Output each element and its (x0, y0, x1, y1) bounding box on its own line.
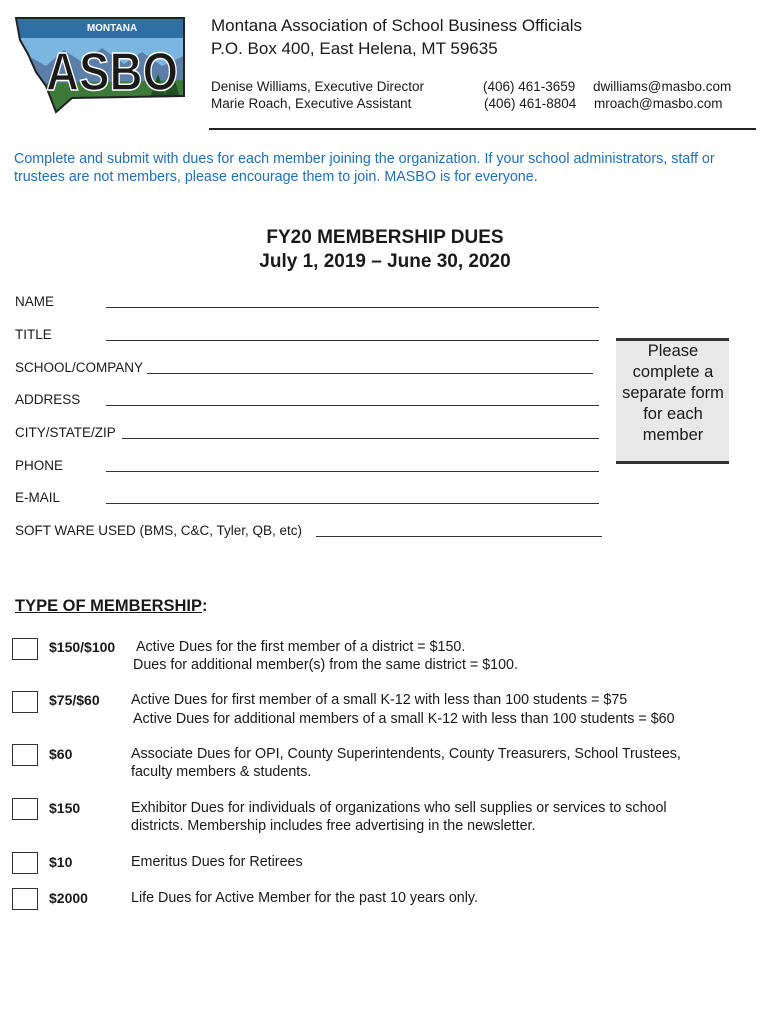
membership-desc: Active Dues for the first member of a district = $150. (136, 639, 466, 655)
phone-field[interactable] (106, 471, 599, 472)
email-field[interactable] (106, 503, 599, 504)
masbo-logo (12, 14, 188, 114)
title-field[interactable] (106, 340, 599, 341)
membership-checkbox[interactable] (12, 798, 38, 820)
logo-top-text: MONTANA (86, 23, 138, 34)
field-label-school: SCHOOL/COMPANY (15, 360, 144, 375)
membership-desc: Life Dues for Active Member for the past 10 years only. (131, 890, 478, 906)
membership-amount: $150/$100 (49, 639, 116, 655)
field-label-phone: PHONE (15, 458, 64, 473)
membership-checkbox[interactable] (12, 691, 38, 713)
membership-amount: $75/$60 (49, 692, 100, 708)
field-label-email: E-MAIL (15, 490, 61, 505)
membership-checkbox[interactable] (12, 744, 38, 766)
staff-phone: (406) 461-8804 (484, 96, 577, 111)
field-label-city: CITY/STATE/ZIP (15, 425, 116, 440)
membership-desc: Associate Dues for OPI, County Superintendents, County Treasurers, School Trustees, (131, 746, 681, 762)
intro-text: Complete and submit with dues for each member joining the organization. If your school administrators, staff or trustees are not members, please encourage them to join. MASBO is for everyone. (14, 151, 715, 185)
staff-phone: (406) 461-3659 (483, 79, 576, 94)
name-field[interactable] (106, 307, 599, 308)
membership-amount: $10 (49, 854, 73, 870)
membership-heading (15, 596, 208, 616)
note-text: Please complete a separate form for each member (622, 342, 724, 444)
form-title: FY20 MEMBERSHIP DUES (266, 227, 504, 248)
membership-desc: Exhibitor Dues for individuals of organizations who sell supplies or services to school (131, 800, 667, 816)
membership-amount: $60 (49, 746, 73, 762)
header-divider (209, 128, 756, 130)
membership-desc: faculty members & students. (131, 764, 312, 780)
membership-checkbox[interactable] (12, 638, 38, 660)
staff-name: Denise Williams, Executive Director (211, 79, 425, 94)
membership-desc: districts. Membership includes free advertising in the newsletter. (131, 818, 536, 834)
field-label-address: ADDRESS (15, 392, 81, 407)
membership-amount: $150 (49, 800, 81, 816)
membership-amount: $2000 (49, 890, 88, 906)
org-name: Montana Association of School Business Officials (211, 16, 583, 35)
membership-desc: Active Dues for additional members of a small K-12 with less than 100 students = $60 (133, 711, 675, 727)
membership-heading-colon: : (202, 597, 208, 615)
membership-checkbox[interactable] (12, 852, 38, 874)
membership-desc: Active Dues for first member of a small K-12 with less than 100 students = $75 (131, 692, 628, 708)
membership-heading-text: TYPE OF MEMBERSHIP (15, 597, 203, 615)
org-address: P.O. Box 400, East Helena, MT 59635 (211, 39, 498, 58)
staff-email: mroach@masbo.com (594, 96, 723, 111)
logo-main-text: ASBO (46, 42, 178, 102)
field-label-title: TITLE (15, 327, 52, 342)
software-field[interactable] (316, 536, 602, 537)
school-company-field[interactable] (147, 373, 593, 374)
membership-checkbox[interactable] (12, 888, 38, 910)
form-date-range: July 1, 2019 – June 30, 2020 (259, 251, 511, 272)
membership-desc: Dues for additional member(s) from the same district = $100. (133, 657, 518, 673)
staff-email: dwilliams@masbo.com (593, 79, 732, 94)
field-label-software: SOFT WARE USED (BMS, C&C, Tyler, QB, etc) (15, 523, 303, 538)
staff-name: Marie Roach, Executive Assistant (211, 96, 412, 111)
membership-desc: Emeritus Dues for Retirees (131, 854, 303, 870)
address-field[interactable] (106, 405, 599, 406)
city-state-zip-field[interactable] (122, 438, 599, 439)
field-label-name: NAME (15, 294, 55, 309)
